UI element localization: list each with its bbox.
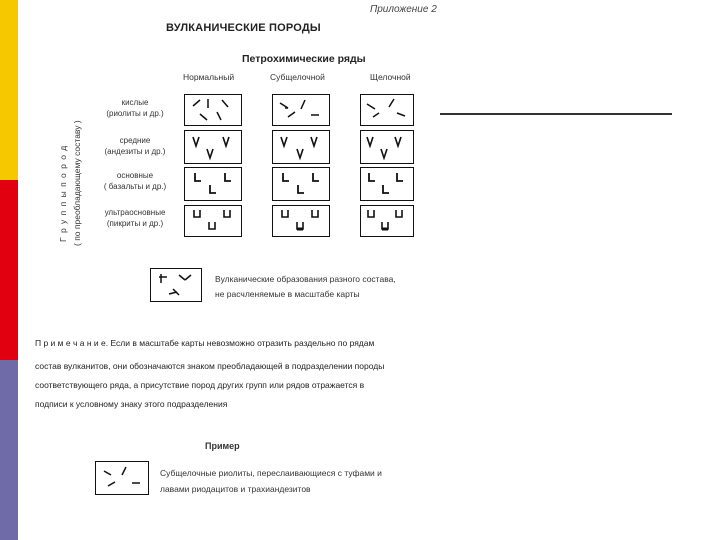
decor-bar-purple (0, 360, 18, 540)
note-line-2: состав вулканитов, они обозначаются знаком преобладающей в подразделении породы (35, 361, 385, 371)
symbol-acid-normal (184, 94, 242, 126)
example-title: Пример (205, 441, 240, 451)
petro-series-title: Петрохимические ряды (242, 53, 366, 65)
page-title: ВУЛКАНИЧЕСКИЕ ПОРОДЫ (166, 22, 321, 34)
row-label-intermediate: средние (андезиты и др.) (104, 136, 166, 156)
decor-bar-red (0, 180, 18, 360)
symbol-intermediate-subalkaline (272, 130, 330, 164)
symbol-basic-alkaline (360, 167, 414, 201)
appendix-label: Приложение 2 (370, 4, 437, 15)
side-label-composition: ( по преобладающему составу ) (72, 120, 82, 246)
note-line-1: П р и м е ч а н и е. Если в масштабе карты невозможно отразить раздельно по рядам (35, 338, 375, 348)
note-line-4: подписи к условному знаку этого подразделения (35, 399, 228, 409)
side-label-groups: Г р у п п ы п о р о д (58, 144, 68, 242)
note-line-3: соответствующего ряда, а присутствие пород других групп или рядов отражается в (35, 380, 365, 390)
divider-line (440, 113, 672, 115)
symbol-intermediate-alkaline (360, 130, 414, 164)
example-caption: Субщелочные риолиты, переслаивающиеся с туфами и лавами риодацитов и трахиандезитов (160, 468, 382, 494)
symbol-acid-alkaline (360, 94, 414, 126)
row-label-ultrabasic: ультраосновные (пикриты и др.) (104, 208, 166, 228)
symbol-ultrabasic-alkaline (360, 205, 414, 237)
symbol-basic-normal (184, 167, 242, 201)
symbol-example (95, 461, 149, 495)
column-header-alkaline: Щелочной (370, 72, 411, 82)
symbol-basic-subalkaline (272, 167, 330, 201)
decor-bar-yellow (0, 0, 18, 180)
symbol-acid-subalkaline (272, 94, 330, 126)
row-label-acid: кислые (риолиты и др.) (106, 98, 164, 118)
column-header-subalkaline: Субщелочной (270, 72, 325, 82)
symbol-intermediate-normal (184, 130, 242, 164)
symbol-mixed-composition (150, 268, 202, 302)
column-header-normal: Нормальный (183, 72, 235, 82)
mixed-composition-caption: Вулканические образования разного состава, не расчленяемые в масштабе карты (215, 274, 396, 299)
row-label-basic: основные ( базальты и др.) (103, 171, 167, 191)
symbol-ultrabasic-normal (184, 205, 242, 237)
symbol-ultrabasic-subalkaline (272, 205, 330, 237)
